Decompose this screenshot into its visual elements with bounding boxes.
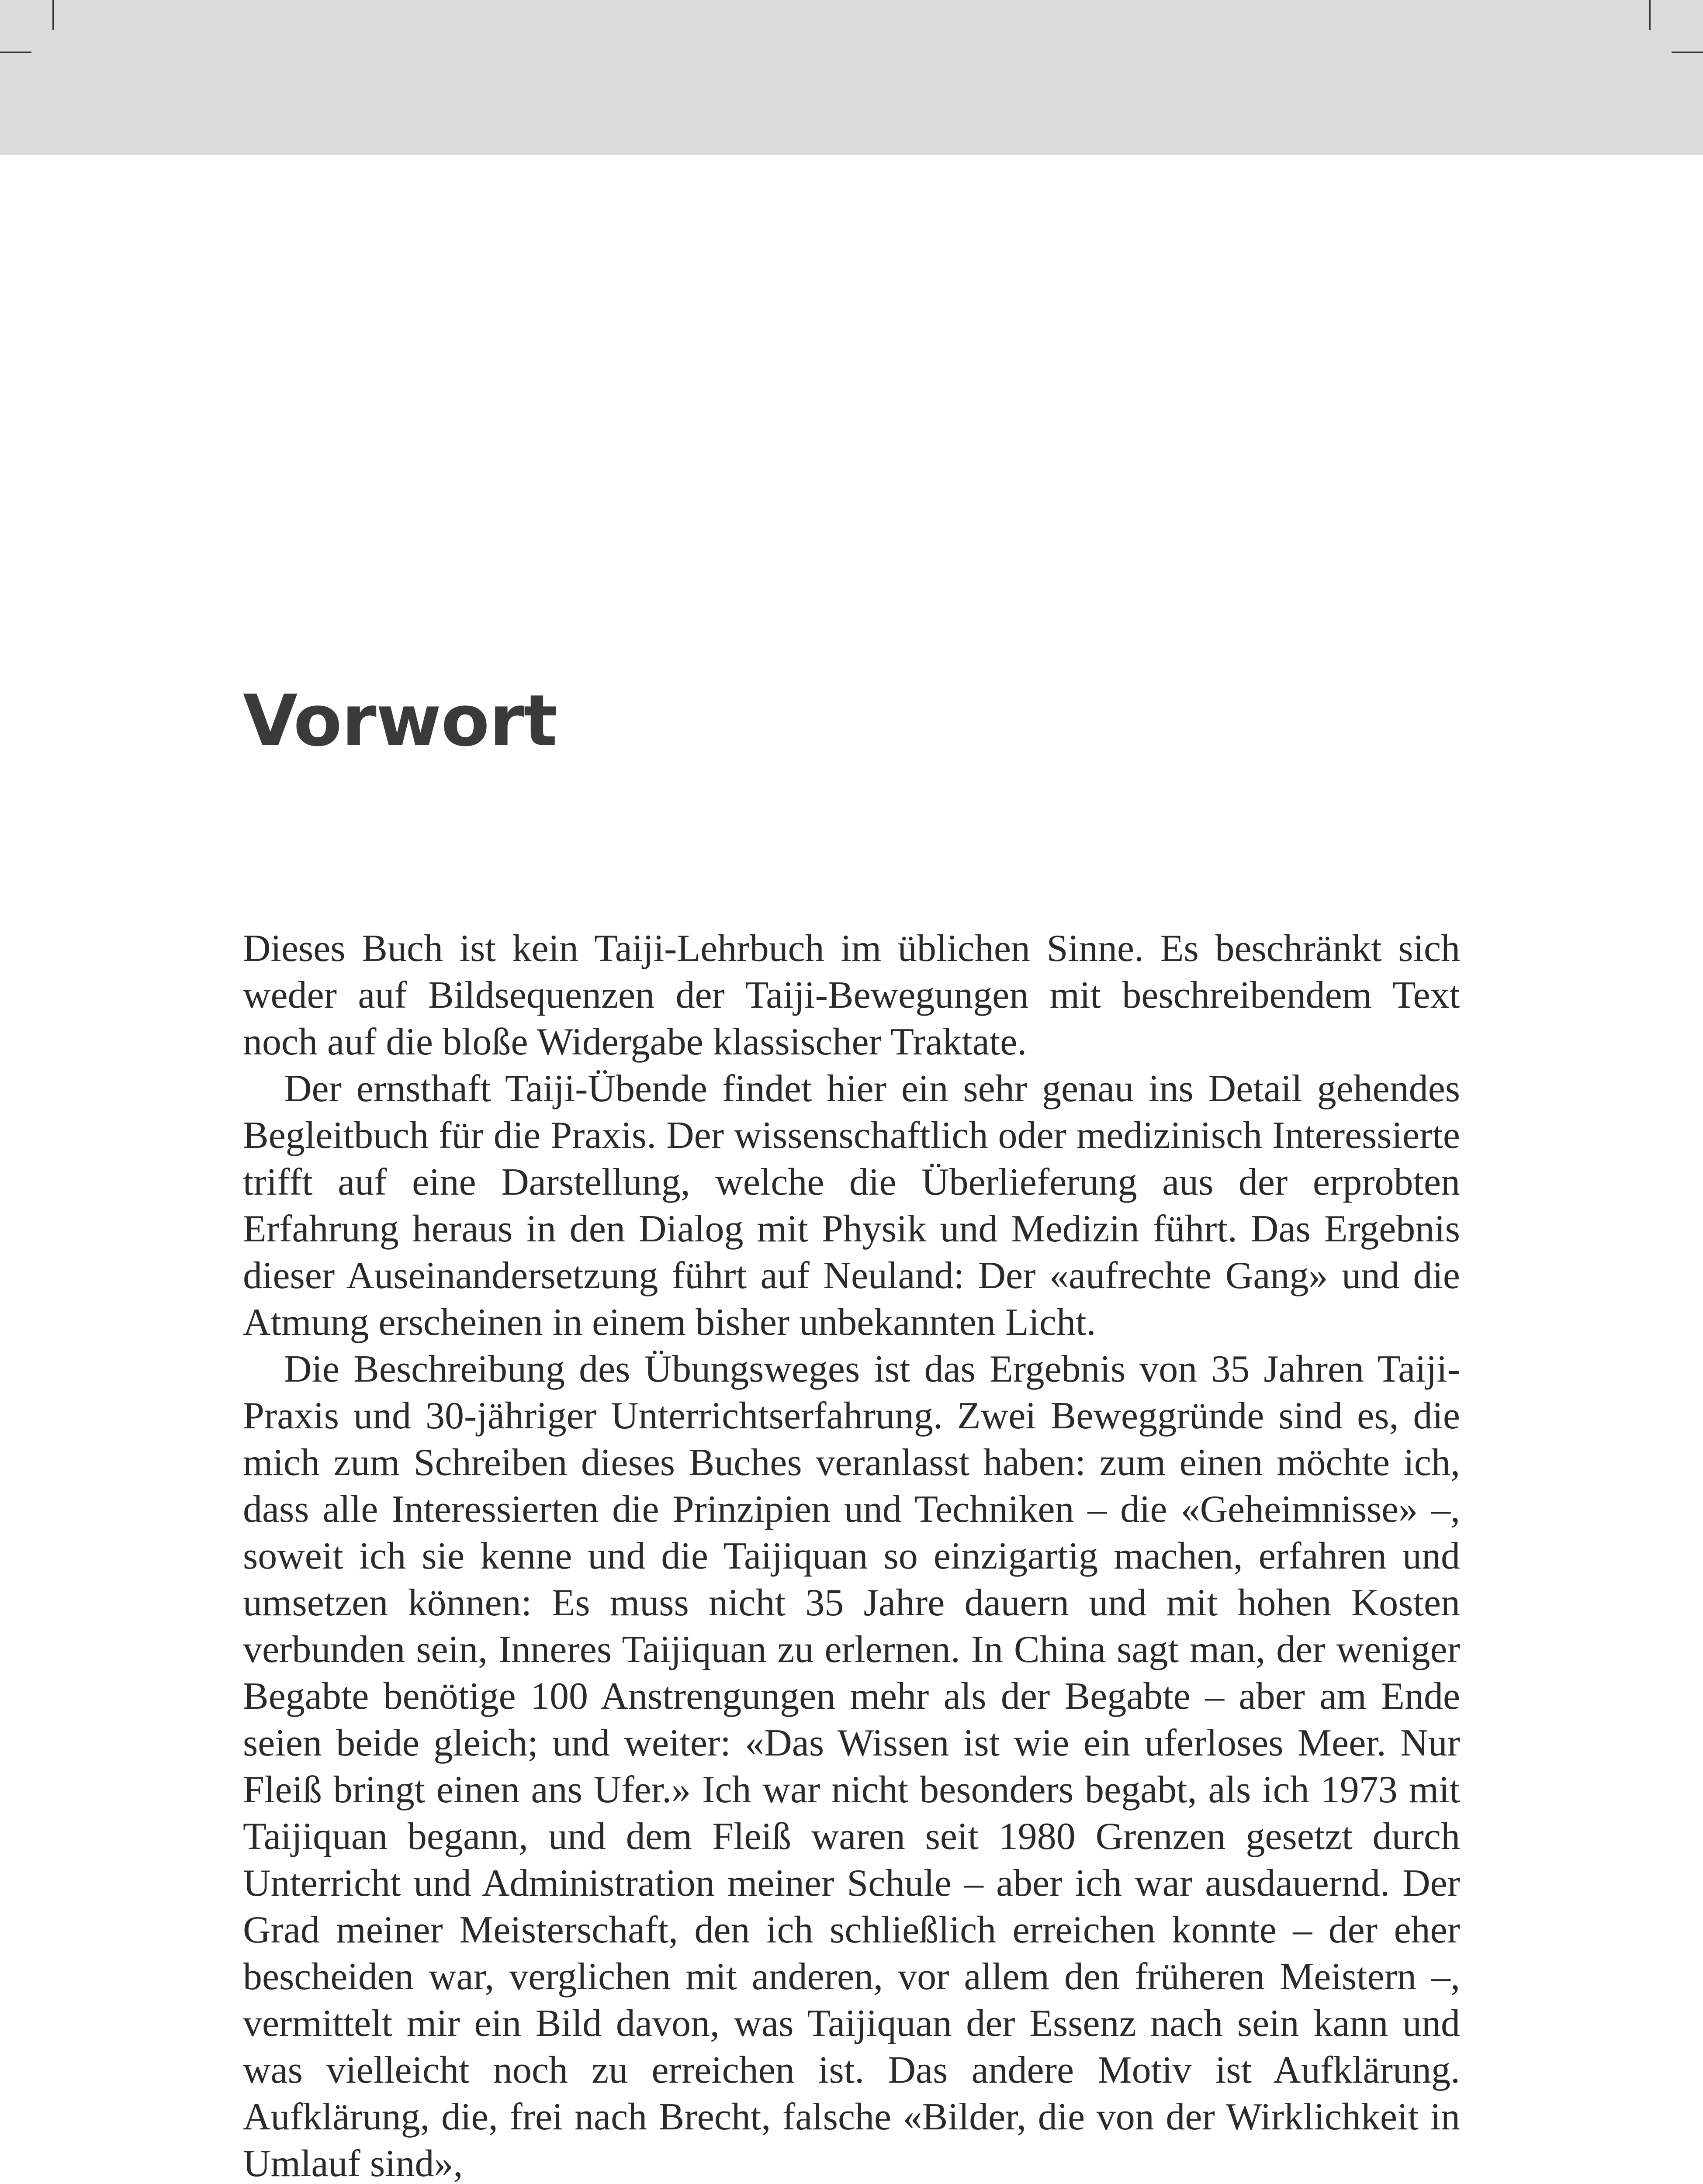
chapter-title: Vorwort xyxy=(243,680,557,762)
crop-mark-top-right-horizontal xyxy=(1672,52,1703,53)
body-text xyxy=(243,925,1460,2184)
paragraph-2: Der ernsthaft Taiji-Übende findet hier ein sehr genau ins Detail gehendes Begleitbuch für die Praxis. Der wissenschaftlich oder medizinisch Interessierte trifft auf eine Darstellung, welche die Überlieferung aus der erprobten Erfahrung heraus in den Dialog mit Physik und Medizin führt. Das Ergebnis dieser Auseinandersetzung führt auf Neuland: Der «aufrechte Gang» und die Atmung erscheinen in einem bisher unbekannten Licht. xyxy=(243,1068,1460,1344)
crop-mark-top-left-vertical xyxy=(52,0,54,30)
paragraph-3: Die Beschreibung des Übungsweges ist das Ergebnis von 35 Jahren Taiji-Praxis und 30-jähriger Unterrichtserfahrung. Zwei Beweggründe sind es, die mich zum Schreiben dieses Buches veranlasst haben: zum einen möchte ich, dass alle Interessierten die Prinzipien und Techniken – die «Geheimnisse» –, soweit ich sie kenne und die Taijiquan so einzigartig machen, erfahren und umsetzen können: Es muss nicht 35 Jahre dauern und mit hohen Kosten verbunden sein, Inneres Taijiquan zu erlernen. In China sagt man, der weniger Begabte benötige 100 Anstrengungen mehr als der Begabte – aber am Ende seien beide gleich; und weiter: «Das Wissen ist wie ein uferloses Meer. Nur Fleiß bringt einen ans Ufer.» Ich war nicht besonders begabt, als ich 1973 mit Taijiquan begann, und dem Fleiß waren seit 1980 Grenzen gesetzt durch Unterricht und Administration meiner Schule – aber ich war ausdauernd. Der Grad meiner Meisterschaft, den ich schließlich erreichen konnte – der eher bescheiden war, verglichen mit anderen, vor allem den früheren Meistern –, vermittelt mir ein Bild davon, was Taijiquan der Essenz nach sein kann und was vielleicht noch zu erreichen ist. Das andere Motiv ist Aufklärung. Aufklärung, die, frei nach Brecht, falsche «Bilder, die von der Wirklichkeit in Umlauf sind», xyxy=(243,1348,1460,2184)
crop-mark-top-right-vertical xyxy=(1649,0,1651,30)
crop-mark-top-left-horizontal xyxy=(0,52,31,53)
top-gray-band xyxy=(0,0,1703,155)
paragraph-1: Dieses Buch ist kein Taiji-Lehrbuch im üblichen Sinne. Es beschränkt sich weder auf Bildsequenzen der Taiji-Bewegungen mit beschreibendem Text noch auf die bloße Widergabe klassischer Traktate. xyxy=(243,927,1460,1063)
